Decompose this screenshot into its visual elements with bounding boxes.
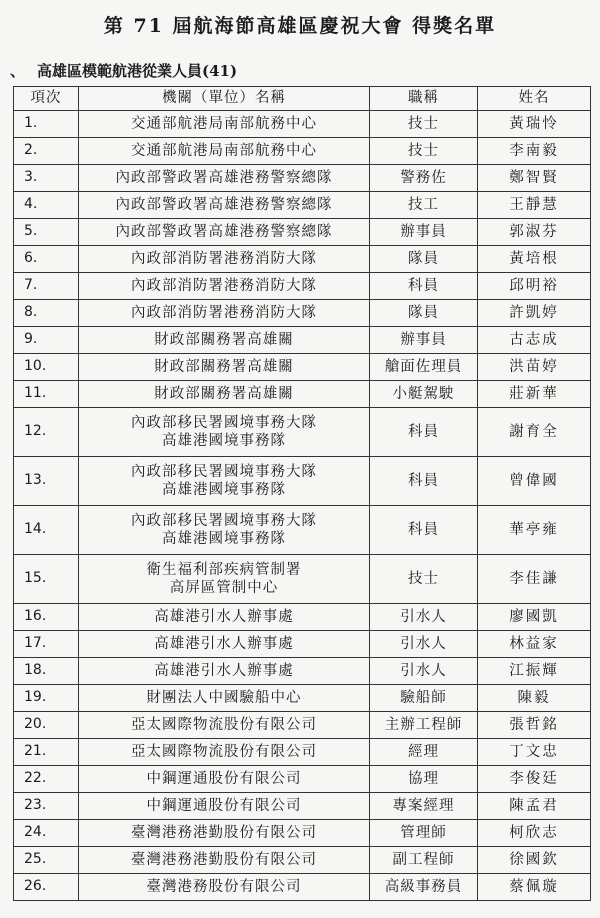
cell-position: 引水人 bbox=[370, 658, 478, 685]
cell-position: 經理 bbox=[370, 739, 478, 766]
table-header-row bbox=[14, 87, 591, 111]
table-row bbox=[14, 847, 591, 874]
cell-name: 郭淑芬 bbox=[478, 219, 591, 246]
table-row bbox=[14, 138, 591, 165]
org-line: 衛生福利部疾病管制署 bbox=[146, 561, 302, 578]
cell-org bbox=[79, 847, 370, 874]
table-row bbox=[14, 555, 591, 604]
cell-no: 2. bbox=[14, 138, 79, 165]
cell-name: 鄭智賢 bbox=[478, 165, 591, 192]
cell-position: 警務佐 bbox=[370, 165, 478, 192]
cell-position: 引水人 bbox=[370, 604, 478, 631]
table-row bbox=[14, 457, 591, 506]
cell-name: 張哲銘 bbox=[478, 712, 591, 739]
table-row bbox=[14, 246, 591, 273]
org-line: 中鋼運通股份有限公司 bbox=[146, 797, 302, 814]
cell-name: 洪苗婷 bbox=[478, 354, 591, 381]
cell-name: 蔡佩璇 bbox=[478, 874, 591, 901]
table-row bbox=[14, 506, 591, 555]
cell-org bbox=[79, 658, 370, 685]
table-row bbox=[14, 631, 591, 658]
cell-no: 23. bbox=[14, 793, 79, 820]
header-name: 姓名 bbox=[478, 87, 591, 111]
cell-org bbox=[79, 408, 370, 457]
cell-position: 副工程師 bbox=[370, 847, 478, 874]
org-line: 內政部警政署高雄港務警察總隊 bbox=[115, 196, 333, 213]
cell-name: 林益家 bbox=[478, 631, 591, 658]
cell-no: 4. bbox=[14, 192, 79, 219]
cell-name: 陳孟君 bbox=[478, 793, 591, 820]
org-line: 內政部移民署國境事務大隊 bbox=[131, 512, 317, 529]
cell-org bbox=[79, 793, 370, 820]
cell-org bbox=[79, 739, 370, 766]
cell-org bbox=[79, 766, 370, 793]
cell-name: 黃瑞怜 bbox=[478, 111, 591, 138]
cell-name: 華亭雍 bbox=[478, 506, 591, 555]
cell-name: 李俊廷 bbox=[478, 766, 591, 793]
cell-position: 管理師 bbox=[370, 820, 478, 847]
org-line: 高雄港引水人辦事處 bbox=[154, 635, 294, 652]
org-line: 中鋼運通股份有限公司 bbox=[146, 770, 302, 787]
table-row bbox=[14, 219, 591, 246]
org-line: 亞太國際物流股份有限公司 bbox=[131, 716, 317, 733]
cell-no: 22. bbox=[14, 766, 79, 793]
org-line: 臺灣港務股份有限公司 bbox=[146, 878, 302, 895]
cell-name: 李南毅 bbox=[478, 138, 591, 165]
cell-no: 9. bbox=[14, 327, 79, 354]
cell-org bbox=[79, 381, 370, 408]
table-row bbox=[14, 820, 591, 847]
cell-no: 20. bbox=[14, 712, 79, 739]
award-table bbox=[13, 86, 591, 901]
cell-name: 古志成 bbox=[478, 327, 591, 354]
cell-no: 15. bbox=[14, 555, 79, 604]
cell-no: 14. bbox=[14, 506, 79, 555]
org-line: 內政部警政署高雄港務警察總隊 bbox=[115, 223, 333, 240]
table-row bbox=[14, 273, 591, 300]
cell-no: 10. bbox=[14, 354, 79, 381]
org-line: 內政部消防署港務消防大隊 bbox=[131, 250, 317, 267]
org-line: 臺灣港務港勤股份有限公司 bbox=[131, 824, 317, 841]
cell-position: 辦事員 bbox=[370, 327, 478, 354]
header-position: 職稱 bbox=[370, 87, 478, 111]
cell-position: 技士 bbox=[370, 555, 478, 604]
org-line: 臺灣港務港勤股份有限公司 bbox=[131, 851, 317, 868]
cell-position: 隊員 bbox=[370, 300, 478, 327]
table-row bbox=[14, 327, 591, 354]
cell-no: 26. bbox=[14, 874, 79, 901]
cell-no: 13. bbox=[14, 457, 79, 506]
table-row bbox=[14, 658, 591, 685]
cell-org bbox=[79, 138, 370, 165]
header-org: 機關（單位）名稱 bbox=[79, 87, 370, 111]
table-row bbox=[14, 381, 591, 408]
cell-name: 曾偉國 bbox=[478, 457, 591, 506]
header-no: 項次 bbox=[14, 87, 79, 111]
cell-position: 小艇駕駛 bbox=[370, 381, 478, 408]
table-row bbox=[14, 111, 591, 138]
cell-position: 驗船師 bbox=[370, 685, 478, 712]
cell-no: 16. bbox=[14, 604, 79, 631]
cell-position: 主辦工程師 bbox=[370, 712, 478, 739]
cell-no: 7. bbox=[14, 273, 79, 300]
table-row bbox=[14, 604, 591, 631]
table-row bbox=[14, 192, 591, 219]
cell-name: 許凱婷 bbox=[478, 300, 591, 327]
cell-org bbox=[79, 457, 370, 506]
cell-position: 高級事務員 bbox=[370, 874, 478, 901]
cell-position: 技士 bbox=[370, 138, 478, 165]
cell-name: 丁文忠 bbox=[478, 739, 591, 766]
org-line: 高雄港國境事務隊 bbox=[162, 531, 286, 547]
org-line: 內政部消防署港務消防大隊 bbox=[131, 304, 317, 321]
cell-position: 辦事員 bbox=[370, 219, 478, 246]
cell-position: 科員 bbox=[370, 457, 478, 506]
table-row bbox=[14, 408, 591, 457]
table-row bbox=[14, 766, 591, 793]
cell-position: 專案經理 bbox=[370, 793, 478, 820]
org-line: 亞太國際物流股份有限公司 bbox=[131, 743, 317, 760]
cell-position: 科員 bbox=[370, 408, 478, 457]
cell-org bbox=[79, 506, 370, 555]
cell-no: 17. bbox=[14, 631, 79, 658]
table-row bbox=[14, 685, 591, 712]
org-line: 高雄港國境事務隊 bbox=[162, 433, 286, 449]
cell-no: 3. bbox=[14, 165, 79, 192]
org-line: 交通部航港局南部航務中心 bbox=[131, 115, 317, 132]
org-line: 內政部移民署國境事務大隊 bbox=[131, 414, 317, 431]
cell-name: 陳毅 bbox=[478, 685, 591, 712]
cell-org bbox=[79, 874, 370, 901]
cell-org bbox=[79, 192, 370, 219]
cell-no: 5. bbox=[14, 219, 79, 246]
cell-no: 11. bbox=[14, 381, 79, 408]
cell-position: 引水人 bbox=[370, 631, 478, 658]
cell-position: 協理 bbox=[370, 766, 478, 793]
table-row bbox=[14, 165, 591, 192]
cell-org bbox=[79, 273, 370, 300]
table-body bbox=[14, 111, 591, 901]
section-bullet: 、 bbox=[10, 62, 26, 80]
cell-name: 莊新華 bbox=[478, 381, 591, 408]
org-line: 財團法人中國驗船中心 bbox=[146, 689, 302, 706]
org-line: 高雄港引水人辦事處 bbox=[154, 662, 294, 679]
cell-name: 李佳謙 bbox=[478, 555, 591, 604]
cell-org bbox=[79, 555, 370, 604]
cell-org bbox=[79, 820, 370, 847]
cell-no: 1. bbox=[14, 111, 79, 138]
cell-org bbox=[79, 300, 370, 327]
cell-position: 科員 bbox=[370, 273, 478, 300]
cell-org bbox=[79, 685, 370, 712]
org-line: 財政部關務署高雄關 bbox=[154, 385, 294, 402]
table-row bbox=[14, 300, 591, 327]
table-row bbox=[14, 354, 591, 381]
cell-org bbox=[79, 219, 370, 246]
org-line: 交通部航港局南部航務中心 bbox=[131, 142, 317, 159]
table-row bbox=[14, 793, 591, 820]
cell-name: 江振輝 bbox=[478, 658, 591, 685]
cell-name: 廖國凱 bbox=[478, 604, 591, 631]
org-line: 高雄港國境事務隊 bbox=[162, 482, 286, 498]
cell-name: 黃培根 bbox=[478, 246, 591, 273]
cell-position: 艙面佐理員 bbox=[370, 354, 478, 381]
cell-org bbox=[79, 246, 370, 273]
cell-org bbox=[79, 604, 370, 631]
cell-no: 6. bbox=[14, 246, 79, 273]
org-line: 內政部消防署港務消防大隊 bbox=[131, 277, 317, 294]
org-line: 高雄港引水人辦事處 bbox=[154, 608, 294, 625]
cell-org bbox=[79, 712, 370, 739]
section-heading bbox=[10, 60, 237, 81]
cell-org bbox=[79, 111, 370, 138]
cell-org bbox=[79, 165, 370, 192]
cell-name: 柯欣志 bbox=[478, 820, 591, 847]
cell-no: 21. bbox=[14, 739, 79, 766]
table-row bbox=[14, 712, 591, 739]
cell-position: 科員 bbox=[370, 506, 478, 555]
cell-org bbox=[79, 354, 370, 381]
cell-no: 12. bbox=[14, 408, 79, 457]
cell-org bbox=[79, 631, 370, 658]
cell-position: 技工 bbox=[370, 192, 478, 219]
cell-name: 王靜慧 bbox=[478, 192, 591, 219]
table-row bbox=[14, 739, 591, 766]
cell-name: 謝育全 bbox=[478, 408, 591, 457]
org-line: 內政部移民署國境事務大隊 bbox=[131, 463, 317, 480]
cell-org bbox=[79, 327, 370, 354]
table-row bbox=[14, 874, 591, 901]
cell-position: 技士 bbox=[370, 111, 478, 138]
cell-no: 25. bbox=[14, 847, 79, 874]
org-line: 財政部關務署高雄關 bbox=[154, 331, 294, 348]
cell-no: 8. bbox=[14, 300, 79, 327]
org-line: 高屏區管制中心 bbox=[169, 580, 279, 596]
cell-position: 隊員 bbox=[370, 246, 478, 273]
cell-no: 24. bbox=[14, 820, 79, 847]
page-title: 第 71 屆航海節高雄區慶祝大會 得獎名單 bbox=[103, 15, 497, 37]
section-heading-text: 高雄區模範航港從業人員(41) bbox=[37, 62, 238, 80]
org-line: 財政部關務署高雄關 bbox=[154, 358, 294, 375]
cell-name: 邱明裕 bbox=[478, 273, 591, 300]
cell-no: 18. bbox=[14, 658, 79, 685]
cell-no: 19. bbox=[14, 685, 79, 712]
cell-name: 徐國欽 bbox=[478, 847, 591, 874]
org-line: 內政部警政署高雄港務警察總隊 bbox=[115, 169, 333, 186]
